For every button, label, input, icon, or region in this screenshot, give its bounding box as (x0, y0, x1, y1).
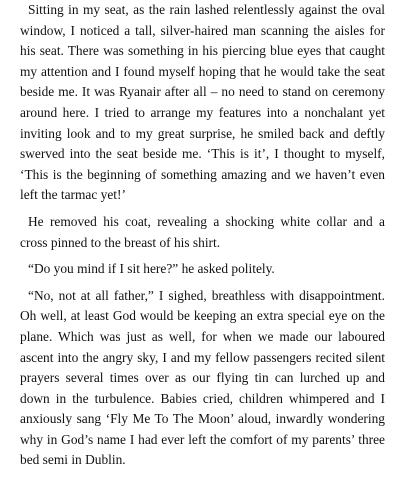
paragraph-3: “Do you mind if I sit here?” he asked politely. (28, 261, 275, 277)
body-text (20, 0, 385, 471)
paragraph-2: He removed his coat, revealing a shocking white collar and a cross pinned to the breast of his shirt. (20, 213, 385, 250)
paragraph-1: Sitting in my seat, as the rain lashed relentlessly against the oval window, I noticed a tall, silver-haired man scanning the aisles for his seat. There was something in his piercing blue eyes that caught my attention and I found myself hoping that he would take the seat beside me. It was Ryanair after all – no need to stand on ceremony around here. I tried to arrange my features into a nonchalant yet inviting look and to my great surprise, he smiled back and deftly swerved into the seat beside me. ‘This is it’, I thought to myself, ‘This is the beginning of something amazing and we haven’t even left the tarmac yet!’ (20, 2, 385, 203)
paragraph-4: “No, not at all father,” I sighed, breathless with disappointment. Oh well, at least God would be keeping an extra special eye on the plane. Which was just as well, for when we made our laboured ascent into the angry sky, I and my fellow passengers recited silent prayers several times over as our flying tin can lurched up and down in the turbulence. Babies cried, children whimpered and I anxiously sang ‘Fly Me To The Moon’ aloud, inwardly wondering why in God’s name I had ever left the comfort of my parents’ three bed semi in Dublin. (20, 287, 385, 468)
